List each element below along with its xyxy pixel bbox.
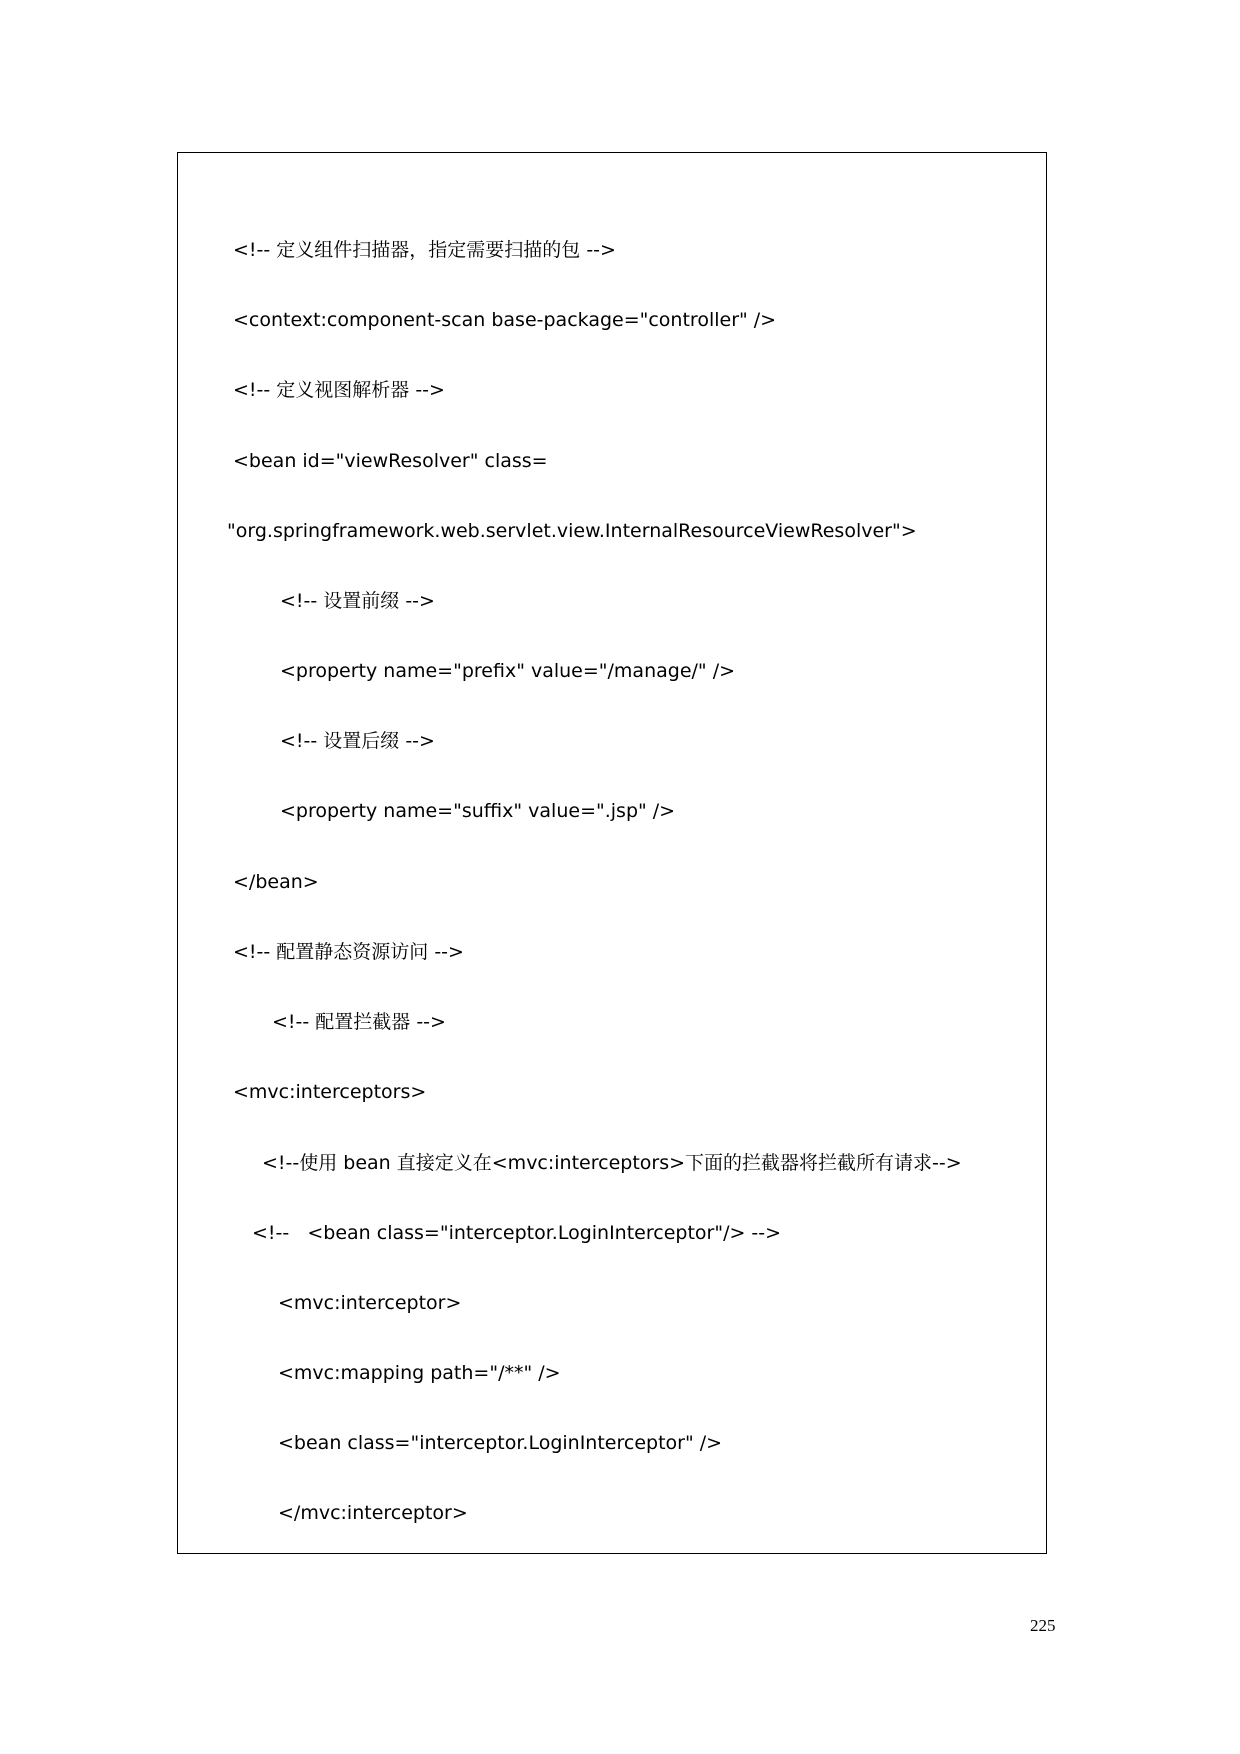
code-line: <mvc:mapping path="/**" /> (278, 1362, 561, 1384)
code-line: <bean id="viewResolver" class= (233, 450, 548, 472)
page-number: 225 (1030, 1616, 1056, 1635)
code-line: <!-- 设置前缀 --> (280, 590, 435, 612)
code-line: </bean> (233, 871, 319, 893)
code-line: <bean class="interceptor.LoginInterceptor" /> (278, 1432, 723, 1454)
code-line: <property name="prefix" value="/manage/" /> (280, 660, 736, 682)
code-line: <!--使用 bean 直接定义在<mvc:interceptors>下面的拦截器将拦截所有请求--> (262, 1152, 962, 1174)
code-line: <context:component-scan base-package="controller" /> (233, 309, 777, 331)
code-line: <!-- 配置拦截器 --> (272, 1011, 446, 1033)
code-line: </mvc:interceptor> (278, 1502, 468, 1524)
code-line: <!-- 设置后缀 --> (280, 730, 435, 752)
code-line: <!-- 定义组件扫描器，指定需要扫描的包 --> (233, 239, 616, 261)
code-line: <property name="suffix" value=".jsp" /> (280, 800, 676, 822)
code-line: <!-- <bean class="interceptor.LoginInterceptor"/> --> (252, 1222, 782, 1244)
code-line: <mvc:interceptors> (233, 1081, 427, 1103)
code-line: <mvc:interceptor> (278, 1292, 462, 1314)
code-line: "org.springframework.web.servlet.view.InternalResourceViewResolver"> (227, 520, 917, 542)
code-line: <!-- 配置静态资源访问 --> (233, 941, 464, 963)
code-line: <!-- 定义视图解析器 --> (233, 379, 445, 401)
code-listing-box (177, 152, 1047, 1554)
